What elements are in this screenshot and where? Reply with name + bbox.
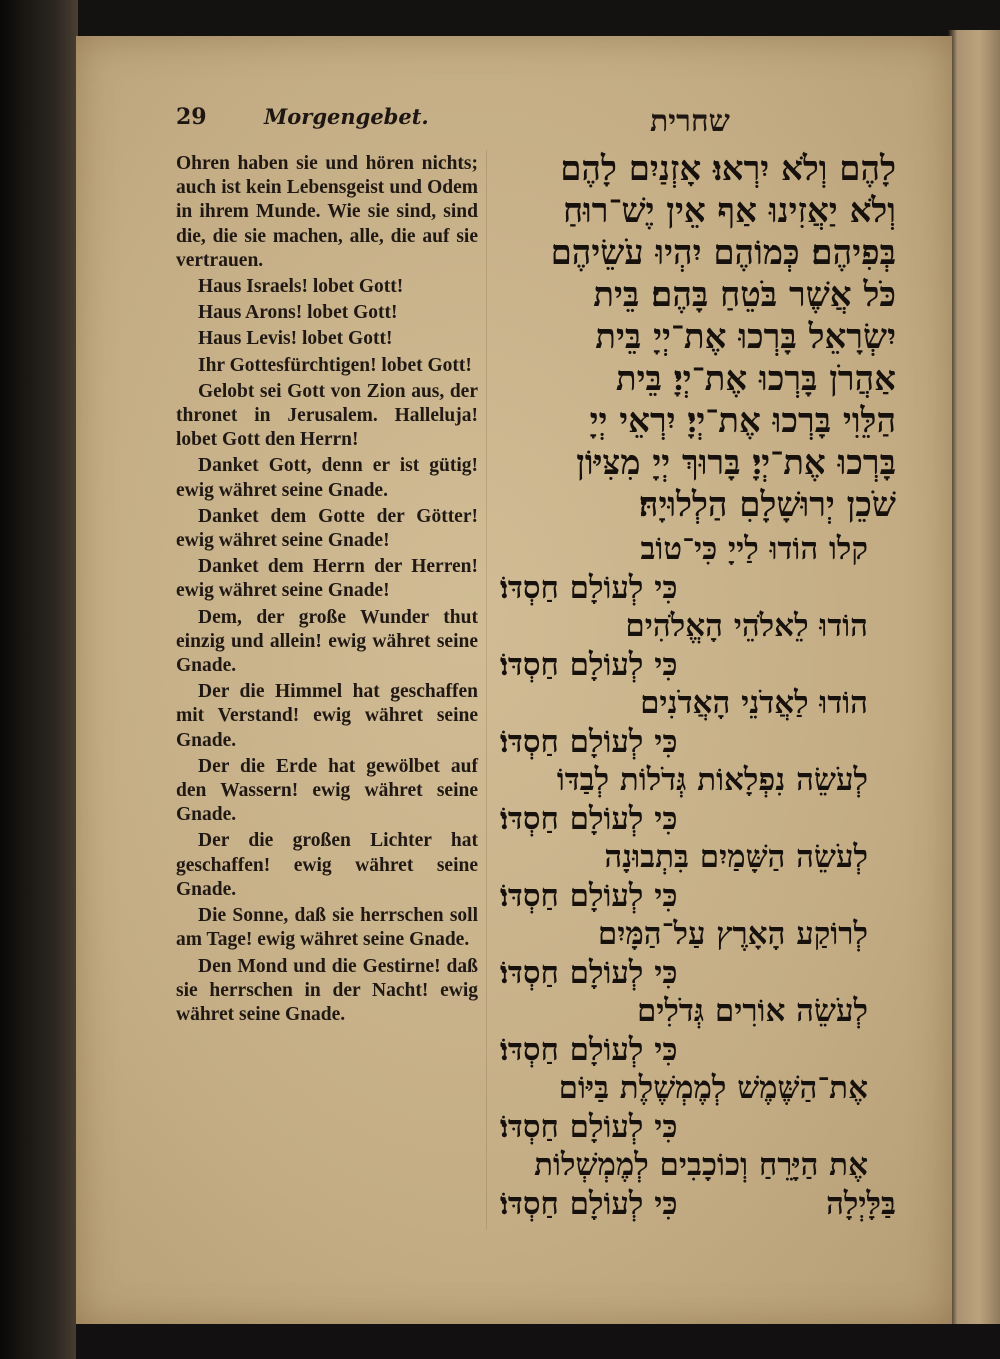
german-paragraph: Der die Himmel hat geschaffen mit Verstand! ewig währet seine Gnade. — [176, 681, 478, 751]
verse-refrain: כִּי לְעוֹלָם חַסְדּוֹ׃ — [500, 1185, 678, 1222]
verse-refrain: כִּי לְעוֹלָם חַסְדּוֹ׃ — [500, 1031, 678, 1068]
running-title: Morgengebet. — [264, 104, 429, 129]
hebrew-prose-line: כֹּל אֲשֶׁר בֹּטֵחַ בָּהֶם׃ בֵּית — [593, 275, 896, 315]
page-number: 29 — [176, 104, 207, 130]
hebrew-prose-line: וְלֹא יַאֲזִינוּ אַף אֵין יֶשׁ־רוּחַ — [562, 191, 896, 231]
verse-refrain: כִּי לְעוֹלָם חַסְדּוֹ׃ — [500, 800, 678, 837]
verse-refrain: כִּי לְעוֹלָם חַסְדּוֹ׃ — [500, 1108, 678, 1145]
hebrew-prose-line: יִשְׂרָאֵל בָּרְכוּ אֶת־יְיָ בֵּית — [595, 317, 896, 357]
verse-first-half: אֶת הַיָּרֵחַ וְכוֹכָבִים לְמֶמְשְׁלוֹת — [534, 1147, 868, 1183]
german-paragraph: Dem, der große Wunder thut einzig und allein! ewig währet seine Gnade. — [176, 606, 478, 677]
verse-last-word: בַּלָּיְלָה — [826, 1185, 896, 1222]
hebrew-title: שחרית — [650, 104, 730, 139]
verse-refrain: כִּי לְעוֹלָם חַסְדּוֹ׃ — [500, 954, 678, 991]
german-paragraph: Die Sonne, daß sie herrschen soll am Tage! ewig währet seine Gnade. — [176, 905, 478, 951]
verse-first-half: הוֹדוּ לַאֲדֹנֵי הָאֲדֹנִים — [640, 685, 868, 721]
german-translation-column — [176, 152, 478, 1029]
german-paragraph: Ihr Gottesfürchtigen! lobet Gott! — [198, 354, 472, 376]
psalm-136-verses — [500, 530, 896, 1223]
german-paragraph: Haus Arons! lobet Gott! — [198, 302, 398, 324]
hebrew-prose-line: הַלֵּוִי בָּרְכוּ אֶת־יְיָ׃ יִרְאֵי יְיָ — [589, 401, 896, 441]
hebrew-prose-block — [500, 148, 896, 526]
book-bottom-shadow — [76, 1324, 1000, 1359]
verse-first-half: אֶת־הַשֶּׁמֶשׁ לְמֶמְשֶׁלֶת בַּיּוֹם — [558, 1070, 868, 1106]
facing-page-edge — [948, 30, 1000, 1330]
hebrew-prose-line: שֹׁכֵן יְרוּשָׁלָםִ הַלְלוּיָהּ׃ — [638, 485, 896, 525]
verse-first-half: לְעֹשֵׂה הַשָּׁמַיִם בִּתְבוּנָה — [604, 839, 868, 875]
german-paragraph: Haus Israels! lobet Gott! — [198, 276, 404, 298]
german-paragraph: Der die großen Lichter hat geschaffen! ewig währet seine Gnade. — [176, 830, 478, 900]
hebrew-text-column — [500, 148, 896, 1223]
german-paragraph: Danket Gott, denn er ist gütig! ewig währet seine Gnade. — [176, 455, 478, 501]
verse-last-line — [500, 1185, 896, 1224]
german-paragraph: Danket dem Herrn der Herren! ewig währet seine Gnade! — [176, 556, 478, 602]
verse-first-half: לְעֹשֵׂה אוֹרִים גְּדֹלִים — [636, 993, 868, 1029]
verse-first-half: קלו הוֹדוּ לַייָ כִּי־טוֹב — [640, 531, 868, 567]
hebrew-prose-line: לָהֶם וְלֹא יִרְאוּ׃ אָזְנַיִם לָהֶם — [560, 149, 896, 189]
verse-first-half: לְעֹשֵׂה נִפְלָאוֹת גְּדֹלוֹת לְבַדּוֹ — [556, 762, 868, 798]
verse-refrain: כִּי לְעוֹלָם חַסְדּוֹ׃ — [500, 569, 678, 606]
column-divider — [486, 150, 487, 1230]
verse-refrain: כִּי לְעוֹלָם חַסְדּוֹ׃ — [500, 646, 678, 683]
verse-first-half: הוֹדוּ לֵאלֹהֵי הָאֱלֹהִים — [625, 608, 868, 644]
book-cover-top — [0, 0, 1000, 40]
german-paragraph: Danket dem Gotte der Götter! ewig währet seine Gnade! — [176, 505, 478, 552]
verse-first-half: לְרוֹקַע הָאָרֶץ עַל־הַמָּיִם — [597, 916, 868, 952]
hebrew-prose-line: אַהֲרֹן בָּרְכוּ אֶת־יְיָ׃ בֵּית — [615, 359, 896, 399]
german-paragraph: Haus Levis! lobet Gott! — [198, 328, 393, 350]
hebrew-prose-line: בְּפִיהֶם׃ כְּמוֹהֶם יִהְיוּ עֹשֵׂיהֶם — [550, 233, 896, 273]
book-spine — [0, 0, 78, 1359]
german-paragraph: Den Mond und die Gestirne! daß sie herrschen in der Nacht! ewig währet seine Gnade. — [176, 955, 478, 1025]
german-paragraph: Ohren haben sie und hören nichts; auch ist kein Lebensgeist und Odem in ihrem Munde. Wie sie sind, sind die, die sie machen, alle, die auf sie vertrauen. — [176, 153, 478, 271]
verse-refrain: כִּי לְעוֹלָם חַסְדּוֹ׃ — [500, 877, 678, 914]
verse-refrain: כִּי לְעוֹלָם חַסְדּוֹ׃ — [500, 723, 678, 760]
german-paragraph: Der die Erde hat gewölbet auf den Wassern! ewig währet seine Gnade. — [176, 755, 478, 826]
hebrew-prose-line: בָּרְכוּ אֶת־יְיָ׃ בָּרוּךְ יְיָ מִצִּיּוֹן — [576, 443, 896, 483]
german-paragraph: Gelobt sei Gott von Zion aus, der thronet in Jerusalem. Halleluja! lobet Gott den Herrn! — [176, 380, 478, 451]
